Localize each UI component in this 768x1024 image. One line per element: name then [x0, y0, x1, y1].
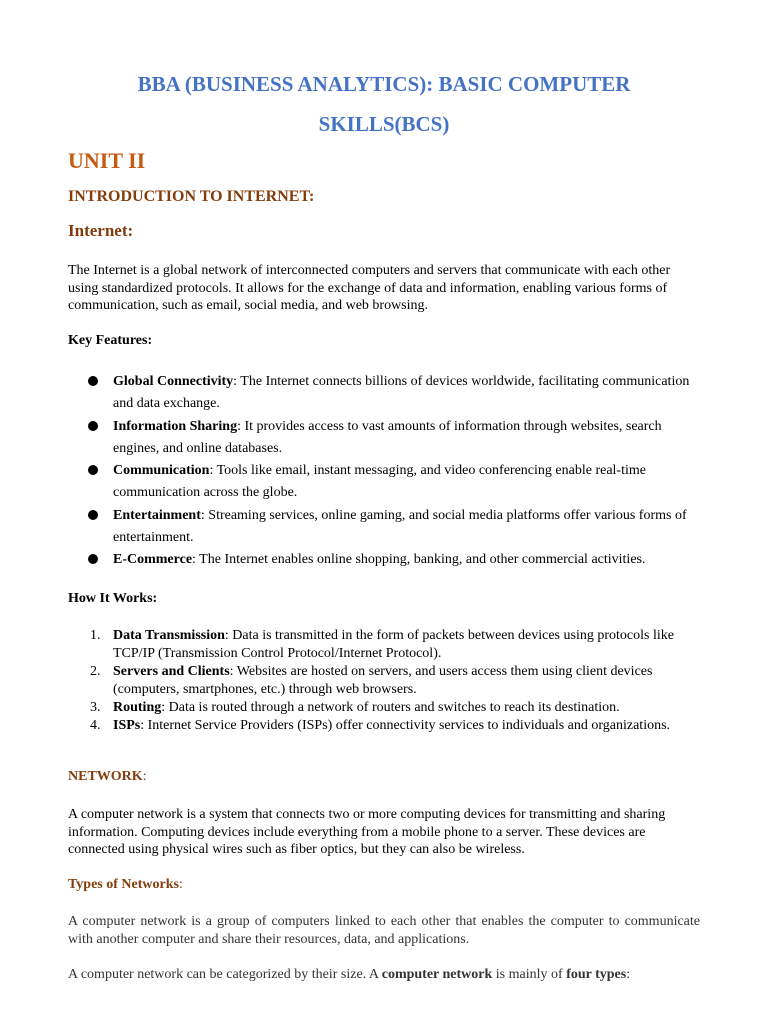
size-text-bold-1: computer network — [381, 967, 493, 982]
size-text-prefix: A computer network can be categorized by their size. A — [68, 967, 382, 982]
list-item — [68, 371, 700, 415]
bullet-icon — [88, 376, 98, 386]
list-item — [68, 699, 700, 717]
list-item — [68, 416, 700, 460]
key-features-list — [68, 371, 700, 572]
list-item-text: : It provides access to vast amounts of information through websites, search engines, and online databases. — [113, 418, 662, 456]
list-item-term: Global Connectivity — [113, 374, 234, 389]
network-heading-colon: : — [142, 769, 147, 784]
list-number: 1. — [90, 628, 101, 643]
list-number: 3. — [90, 700, 101, 715]
network-paragraph: A computer network is a system that connects two or more computing devices for transmitting and sharing information. Computing devices include everything from a mobile phone to a server. These devices are connected using physical wires such as fiber optics, but they can also be wireless. — [68, 807, 666, 857]
section-heading: INTRODUCTION TO INTERNET: — [68, 188, 315, 205]
list-item-text: : Tools like email, instant messaging, and video conferencing enable real-time communication across the globe. — [113, 463, 646, 500]
size-text-bold-2: four types — [566, 967, 627, 982]
size-text-middle: is mainly of — [492, 967, 567, 982]
list-item-term: E-Commerce — [113, 552, 193, 567]
document-title-line-1: BBA (BUSINESS ANALYTICS): BASIC COMPUTER — [137, 72, 631, 96]
how-it-works-heading: How It Works: — [68, 591, 158, 606]
list-item — [68, 460, 700, 504]
list-item — [68, 663, 700, 699]
network-heading — [68, 769, 147, 785]
size-text-suffix: : — [626, 967, 631, 982]
list-item-text: : Internet Service Providers (ISPs) offer connectivity services to individuals and organizations. — [140, 718, 671, 733]
unit-heading: UNIT II — [68, 148, 146, 173]
list-item-term: ISPs — [113, 718, 141, 733]
bullet-icon — [88, 554, 98, 564]
document-title-line-2: SKILLS(BCS) — [318, 112, 450, 136]
key-features-heading: Key Features: — [68, 333, 153, 348]
network-size-paragraph — [68, 966, 700, 984]
types-paragraph: A computer network is a group of computers linked to each other that enables the computer to communicate with another computer and share their resources, data, and applications. — [68, 914, 700, 947]
list-item-term: Entertainment — [113, 507, 201, 523]
bullet-icon — [88, 465, 98, 475]
subsection-heading: Internet: — [68, 221, 134, 240]
list-item-text: : Data is transmitted in the form of packets between devices using protocols like TCP/IP (Transmission Control Protocol/Internet Protocol). — [113, 628, 674, 661]
list-item-term: Routing — [113, 700, 162, 715]
list-item-term: Servers and Clients — [113, 664, 230, 679]
types-of-networks-heading — [68, 877, 183, 893]
list-number: 2. — [90, 664, 101, 679]
intro-paragraph: The Internet is a global network of interconnected computers and servers that communicate with each other using standardized protocols. It allows for the exchange of data and information, enabling various forms of communication, such as email, social media, and web browsing. — [68, 263, 671, 313]
list-item — [68, 627, 700, 663]
how-it-works-list — [68, 627, 700, 735]
list-item — [68, 549, 700, 571]
list-item-term: Information Sharing — [113, 418, 238, 434]
types-heading-text: Types of Networks — [68, 877, 179, 892]
list-number: 4. — [90, 718, 101, 733]
list-item-term: Data Transmission — [113, 628, 225, 643]
bullet-icon — [88, 421, 98, 431]
list-item-text: : Streaming services, online gaming, and social media platforms offer various forms of entertainment. — [113, 507, 687, 545]
list-item-text: : The Internet enables online shopping, banking, and other commercial activities. — [192, 552, 646, 567]
list-item-text: : The Internet connects billions of devices worldwide, facilitating communication and data exchange. — [113, 374, 690, 411]
list-item-text: : Data is routed through a network of routers and switches to reach its destination. — [161, 700, 620, 715]
network-heading-text: NETWORK — [68, 769, 143, 784]
list-item-text: : Websites are hosted on servers, and users access them using client devices (computers, smartphones, etc.) through web browsers. — [113, 664, 653, 697]
list-item-term: Communication — [113, 463, 210, 478]
bullet-icon — [88, 510, 98, 520]
types-heading-colon: : — [178, 877, 183, 892]
list-item — [68, 717, 700, 735]
list-item — [68, 505, 700, 549]
